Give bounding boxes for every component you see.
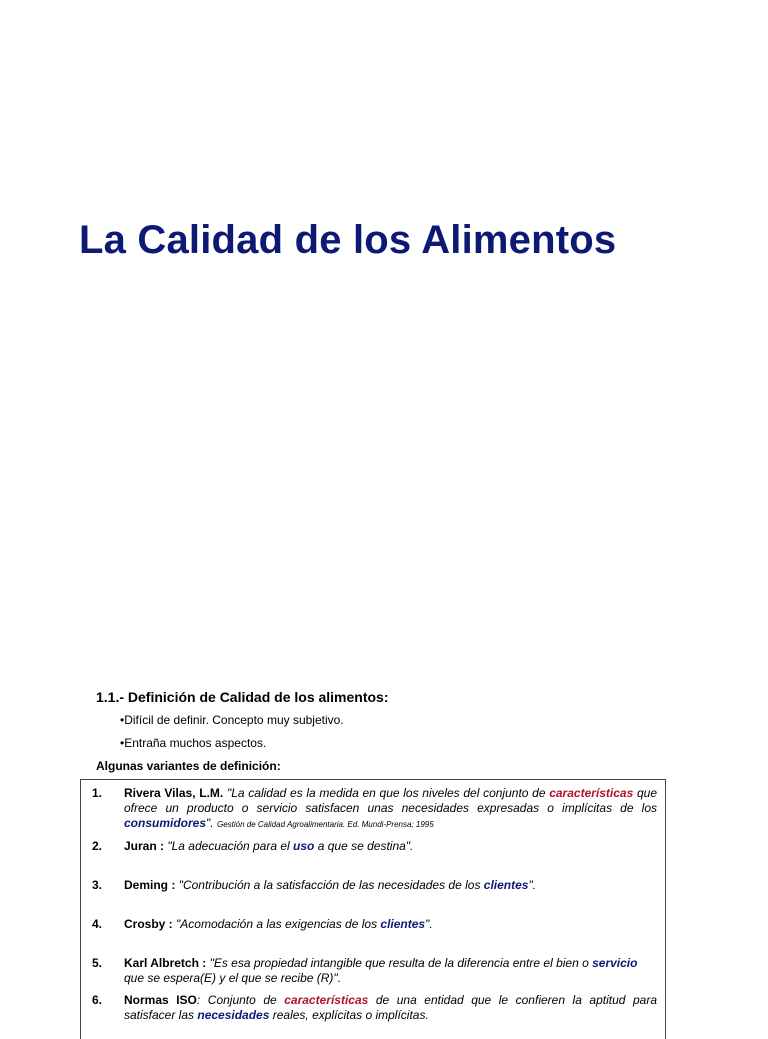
definition-content	[124, 917, 657, 932]
section-heading: 1.1.- Definición de Calidad de los alimentos:	[96, 689, 389, 705]
definition-highlight: consumidores	[124, 816, 207, 830]
definition-text: "La adecuación para el	[164, 839, 294, 853]
definition-text: que se espera(E) y el que se recibe (R)".	[124, 971, 342, 985]
variants-heading: Algunas variantes de definición:	[96, 759, 281, 773]
definition-number: 2.	[92, 839, 103, 853]
definition-text: "Es esa propiedad intangible que resulta de la diferencia entre el bien o	[206, 956, 593, 970]
definition-text: a que se destina".	[314, 839, 414, 853]
definition-highlight: características	[549, 786, 634, 800]
bullet-item: •Difícil de definir. Concepto muy subjetivo.	[120, 713, 344, 727]
definition-author: Juran :	[124, 839, 165, 853]
definition-text: ".	[528, 878, 537, 892]
definition-highlight: necesidades	[197, 1008, 270, 1022]
definitions-table	[80, 779, 666, 1039]
definition-number: 1.	[92, 786, 103, 800]
definition-number: 5.	[92, 956, 103, 970]
definition-text: ".	[425, 917, 433, 931]
definition-author-suffix: , L.M.	[192, 786, 224, 800]
definition-number: 6.	[92, 993, 103, 1007]
definition-author: Karl Albretch :	[124, 956, 207, 970]
definition-content	[124, 786, 657, 832]
definition-text: "Acomodación a las exigencias de los	[172, 917, 381, 931]
definition-highlight: características	[284, 993, 369, 1007]
definition-content	[124, 956, 657, 986]
definition-text: "Contribución a la satisfacción de las necesidades de los	[175, 878, 484, 892]
bullet-item: •Entraña muchos aspectos.	[120, 736, 267, 750]
definition-highlight: servicio	[592, 956, 638, 970]
definition-author: Crosby :	[124, 917, 173, 931]
definition-number: 3.	[92, 878, 103, 892]
definition-text: : Conjunto de	[196, 993, 285, 1007]
definition-content	[124, 839, 657, 854]
definition-text: reales, explícitas o implícitas.	[269, 1008, 429, 1022]
definition-text: de una entidad que le confieren la aptitud para satisfacer las	[124, 993, 657, 1022]
definition-highlight: clientes	[483, 878, 529, 892]
definition-author: Deming :	[124, 878, 176, 892]
definition-content	[124, 993, 657, 1023]
definition-highlight: uso	[293, 839, 315, 853]
definition-text: ".	[206, 816, 217, 830]
document-title: La Calidad de los Alimentos	[79, 218, 617, 262]
definition-reference: Gestión de Calidad Agroalimentaria. Ed. Mundi-Prensa; 1995	[216, 820, 434, 829]
definition-highlight: clientes	[380, 917, 426, 931]
definition-author: Normas ISO	[124, 993, 197, 1007]
definition-content	[124, 878, 657, 893]
definition-text: que ofrece un producto o servicio satisfacen unas necesidades expresadas o implícitas de los	[124, 786, 658, 815]
definition-author: Rivera Vilas	[124, 786, 193, 800]
definition-number: 4.	[92, 917, 103, 931]
definition-text: "La calidad es la medida en que los niveles del conjunto de	[223, 786, 550, 800]
